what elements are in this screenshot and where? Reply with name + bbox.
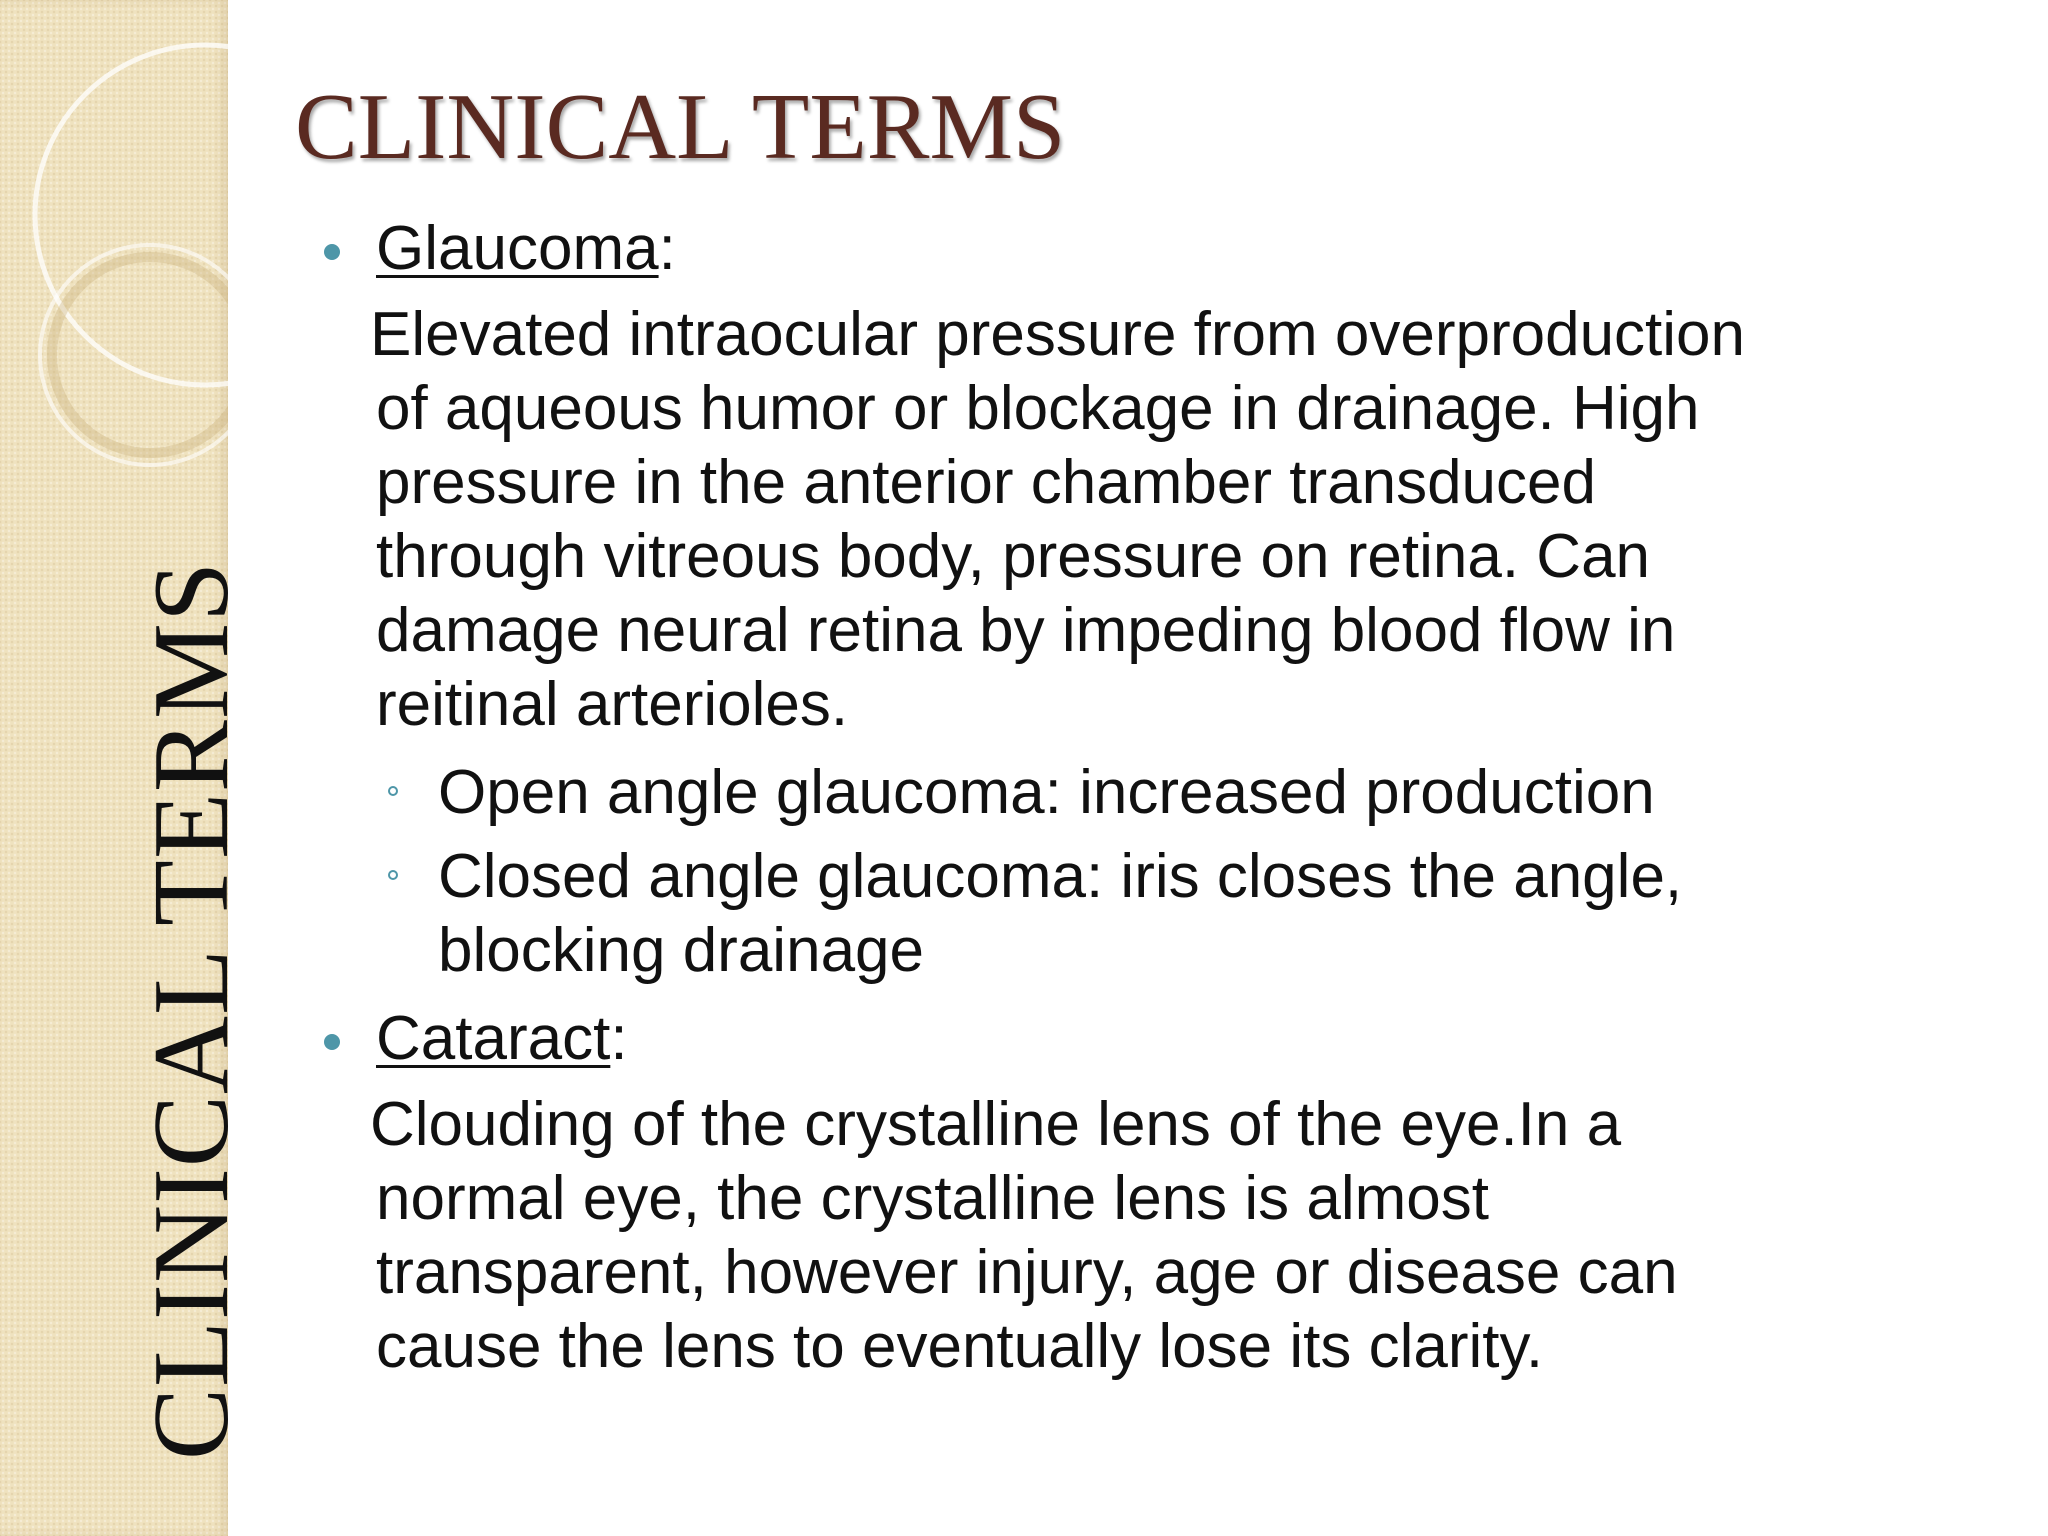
cataract-description <box>318 1088 1998 1384</box>
subitem-open-angle <box>438 756 1998 830</box>
description-line: pressure in the anterior chamber transduced <box>376 448 1596 517</box>
bullet-glaucoma <box>318 212 1998 292</box>
term-suffix: : <box>658 214 676 283</box>
description-line: damage neural retina by impeding blood flow in <box>376 596 1676 665</box>
description-line: of aqueous humor or blockage in drainage. High <box>376 374 1700 443</box>
term-cataract: Cataract <box>376 1004 611 1073</box>
sub-bullet-icon <box>388 870 398 880</box>
description-line: Clouding of the crystalline lens of the eye.In a <box>370 1090 1622 1159</box>
slide-title: CLINICAL TERMS <box>295 75 1066 179</box>
subitem-line: Closed angle glaucoma: iris closes the angle, <box>438 842 1683 911</box>
subitem-line: blocking drainage <box>438 916 925 985</box>
bullet-cataract <box>318 1002 1998 1082</box>
description-line: transparent, however injury, age or disease can <box>376 1238 1678 1307</box>
bullet-dot-icon <box>324 1034 340 1050</box>
slide-content <box>318 212 1998 1384</box>
description-line: through vitreous body, pressure on retina. Can <box>376 522 1651 591</box>
subitem-line: Open angle glaucoma: increased production <box>438 758 1655 827</box>
side-panel <box>0 0 251 1536</box>
description-line: cause the lens to eventually lose its clarity. <box>376 1312 1544 1381</box>
side-title: CLINICAL TERMS <box>132 560 251 1460</box>
term-glaucoma: Glaucoma <box>376 214 659 283</box>
description-line: reitinal arterioles. <box>376 670 849 739</box>
glaucoma-description <box>318 298 1998 742</box>
subitem-closed-angle <box>438 840 1998 988</box>
side-title-wrap <box>0 0 251 1536</box>
glaucoma-subitems <box>318 756 1998 988</box>
term-suffix: : <box>610 1004 628 1073</box>
description-line: normal eye, the crystalline lens is almost <box>376 1164 1490 1233</box>
description-line: Elevated intraocular pressure from overproduction <box>370 300 1746 369</box>
bullet-dot-icon <box>324 244 340 260</box>
sub-bullet-icon <box>388 786 398 796</box>
